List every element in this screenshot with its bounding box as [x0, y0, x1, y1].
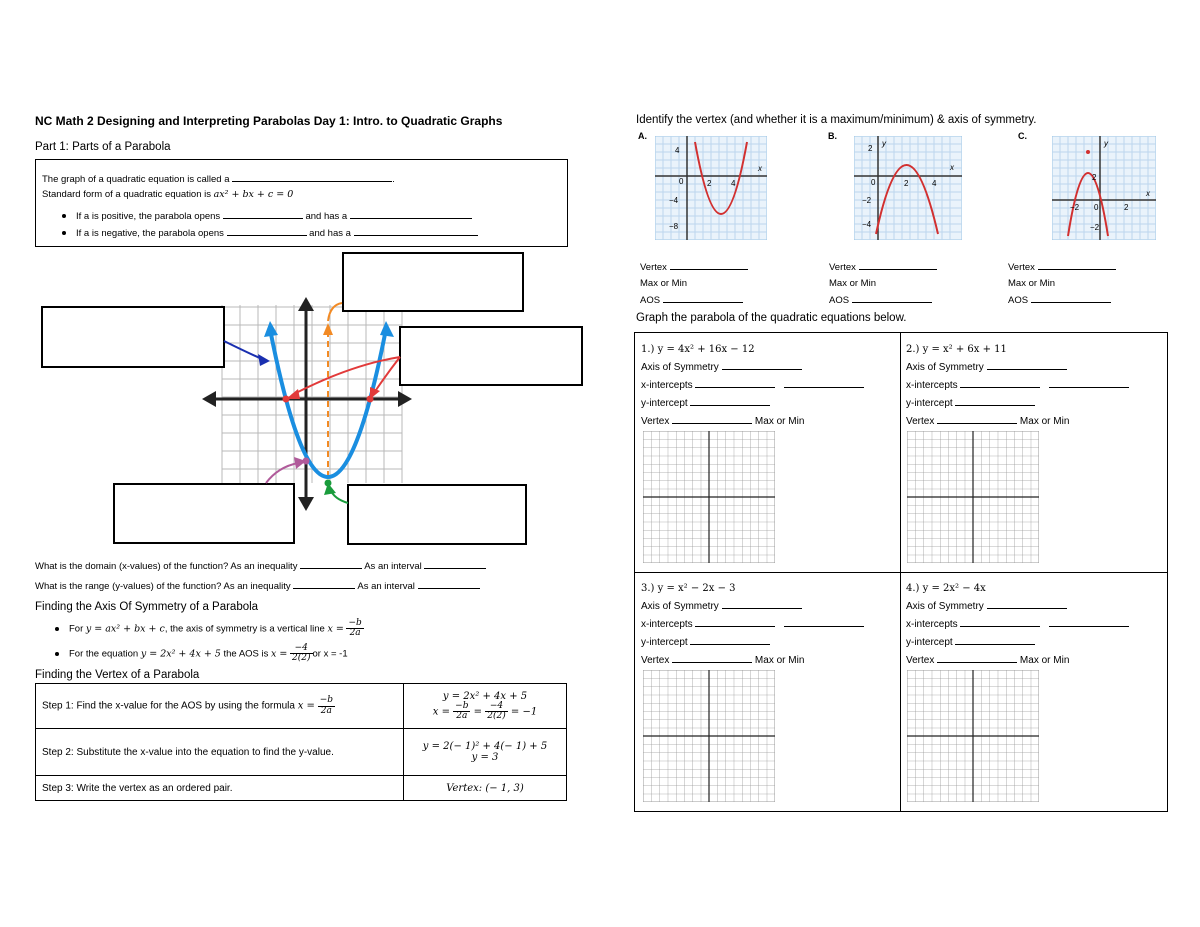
graph-b-x-label: x [950, 163, 954, 172]
step-2-text: Step 2: Substitute the x-value into the equation to find the y-value. [36, 729, 404, 776]
graph-b-tick-y1: 2 [868, 144, 873, 153]
graph-b [854, 136, 962, 240]
connector-y-intercept [266, 463, 298, 483]
parabola-arrow-right [380, 321, 394, 337]
step-row-3 [36, 776, 567, 801]
graph-a-tick-x2: 4 [731, 179, 736, 188]
graph-c-tick-y2: −2 [1090, 223, 1100, 232]
graph-a-origin: 0 [679, 177, 684, 186]
problems-grid [634, 332, 1168, 812]
graph-heading: Graph the parabola of the quadratic equations below. [636, 312, 907, 324]
graph-c [1052, 136, 1156, 240]
step-3-work: Vertex: (− 1, 3) [404, 776, 567, 801]
parabola-diagram [30, 245, 590, 550]
graph-a-answers: Vertex Max or Min AOS [640, 259, 748, 309]
graph-b-tick-y2: −2 [862, 196, 872, 205]
label-box-y-intercept[interactable] [114, 484, 294, 543]
problem-3: 3.) y = x² − 2x − 3 Axis of Symmetry x-intercepts y-intercept Vertex Max or Min [641, 580, 864, 670]
step-2-work: y = 2(− 1)² + 4(− 1) + 5 y = 3 [404, 729, 567, 776]
step-3-text: Step 3: Write the vertex as an ordered pair. [36, 776, 404, 801]
bullet-positive: If a is positive, the parabola opens and has a [62, 208, 472, 222]
graph-c-tick-x2: 2 [1124, 203, 1129, 212]
problem-3-graph-grid[interactable] [643, 670, 775, 802]
graph-b-origin: 0 [871, 178, 876, 187]
aos-bullet-2: For the equation y = 2x² + 4x + 5 the AOS is x = $\frac{-4}{2(2)}$ or x = -1 [55, 644, 348, 664]
graph-c-y-label: y [1104, 139, 1108, 148]
aos-heading: Finding the Axis Of Symmetry of a Parabola [35, 601, 259, 613]
problem-4-graph-grid[interactable] [907, 670, 1039, 802]
graph-a-tick-y1: 4 [675, 146, 680, 155]
domain-question: What is the domain (x-values) of the function? As an inequality As an interval [35, 558, 486, 572]
graph-c-origin: 0 [1094, 203, 1099, 212]
graph-c-tick-x1: −2 [1070, 203, 1080, 212]
graph-b-answers: Vertex Max or Min AOS [829, 259, 937, 309]
graph-b-letter: B. [828, 131, 837, 141]
bullet-negative: If a is negative, the parabola opens and has a [62, 225, 478, 239]
part1-heading: Part 1: Parts of a Parabola [35, 141, 171, 153]
graph-a-x-label: x [758, 164, 762, 173]
graph-b-y-label: y [882, 139, 886, 148]
def-line-2: Standard form of a quadratic equation is ax² + bx + c = 0 [42, 189, 294, 200]
problem-2-graph-grid[interactable] [907, 431, 1039, 563]
problem-1: 1.) y = 4x² + 16x − 12 Axis of Symmetry x-intercepts y-intercept Vertex Max or Min [641, 341, 864, 431]
vertex-steps-table [35, 683, 567, 801]
step-row-2 [36, 729, 567, 776]
graph-c-tick-y1: 2 [1092, 173, 1097, 182]
graph-b-tick-y3: −4 [862, 220, 872, 229]
graph-b-tick-x1: 2 [904, 179, 909, 188]
connector-parabola [224, 341, 262, 359]
graph-a-tick-y2: −4 [669, 196, 679, 205]
label-box-aos[interactable] [343, 253, 523, 311]
axes [202, 297, 412, 511]
vertex-heading: Finding the Vertex of a Parabola [35, 669, 200, 681]
graph-c-x-label: x [1146, 189, 1150, 198]
step-row-1 [36, 684, 567, 729]
step-1-text: Step 1: Find the x-value for the AOS by using the formula x = $\frac{-b}{2a}$ [36, 684, 404, 729]
identify-instructions: Identify the vertex (and whether it is a maximum/minimum) & axis of symmetry. [636, 114, 1037, 126]
graph-a-tick-x1: 2 [707, 179, 712, 188]
label-box-vertex[interactable] [348, 485, 526, 544]
problem-2: 2.) y = x² + 6x + 11 Axis of Symmetry x-intercepts y-intercept Vertex Max or Min [906, 341, 1129, 431]
problem-1-graph-grid[interactable] [643, 431, 775, 563]
def-line-1: The graph of a quadratic equation is called a . [42, 171, 395, 185]
graph-b-tick-x2: 4 [932, 179, 937, 188]
graph-a-letter: A. [638, 131, 647, 141]
graph-c-letter: C. [1018, 131, 1027, 141]
label-box-x-intercepts[interactable] [400, 327, 582, 385]
page-title: NC Math 2 Designing and Interpreting Parabolas Day 1: Intro. to Quadratic Graphs [35, 114, 503, 128]
step-1-work: y = 2x² + 4x + 5 x = $\frac{-b}{2a}$ = $\frac{-4}{2(2)}$ = −1 [404, 684, 567, 729]
graph-a [655, 136, 767, 240]
problem-4: 4.) y = 2x² − 4x Axis of Symmetry x-intercepts y-intercept Vertex Max or Min [906, 580, 1129, 670]
connector-parabola-arrow [258, 354, 270, 366]
definition-box [35, 159, 568, 247]
graph-c-answers: Vertex Max or Min AOS [1008, 259, 1116, 309]
connector-x-left-arrow [286, 389, 300, 399]
range-question: What is the range (y-values) of the function? As an inequality As an interval [35, 578, 480, 592]
label-box-parabola[interactable] [42, 307, 224, 367]
graph-a-tick-y3: −8 [669, 222, 679, 231]
aos-bullet-1: For y = ax² + bx + c, the axis of symmetry is a vertical line x = $\frac{-b}{2a}$ [55, 619, 364, 639]
